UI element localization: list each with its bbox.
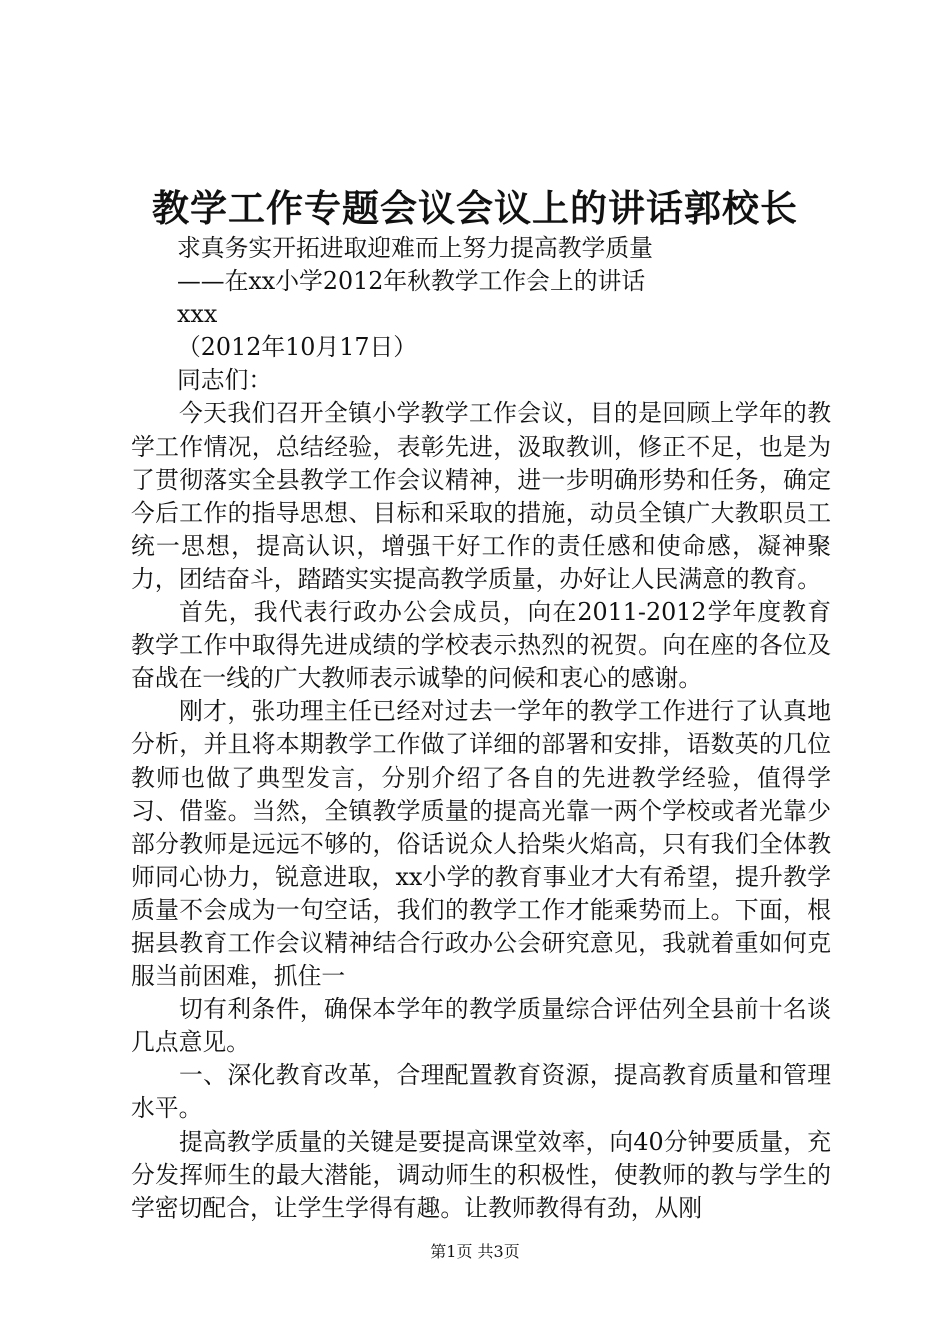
date: （2012年10月17日）	[177, 333, 418, 362]
salutation: 同志们：	[177, 366, 273, 395]
paragraph: 首先，我代表行政办公会成员，向在2011-2012学年度教育教学工作中取得先进成绩的学校表示热烈的祝贺。向在座的各位及奋战在一线的广大教师表示诚挚的问候和衷心的感谢。	[131, 598, 831, 693]
paragraph: 刚才，张功理主任已经对过去一学年的教学工作进行了认真地分析，并且将本期教学工作做了详细的部署和安排，语数英的几位教师也做了典型发言，分别介绍了各自的先进教学经验，值得学习、借鉴。当然，全镇教学质量的提高光靠一两个学校或者光靠少部分教师是远远不够的，俗话说众人拾柴火焰高，只有我们全体教师同心协力，锐意进取，xx小学的教育事业才大有希望，提升教学质量不会成为一句空话，我们的教学工作才能乘势而上。下面，根据县教育工作会议精神结合行政办公会研究意见，我就着重如何克服当前困难，抓住一	[131, 697, 831, 991]
document-body	[131, 232, 831, 1225]
page-footer: 第1页 共3页	[430, 1242, 520, 1261]
paragraph: 切有利条件，确保本学年的教学质量综合评估列全县前十名谈几点意见。	[131, 995, 831, 1057]
section-heading: 一、深化教育改革，合理配置教育资源，提高教育质量和管理水平。	[131, 1061, 831, 1123]
paragraph: 今天我们召开全镇小学教学工作会议，目的是回顾上学年的教学工作情况，总结经验，表彰先进，汲取教训，修正不足，也是为了贯彻落实全县教学工作会议精神，进一步明确形势和任务，确定今后工作的指导思想、目标和采取的措施，动员全镇广大教职员工统一思想，提高认识，增强干好工作的责任感和使命感，凝神聚力，团结奋斗，踏踏实实提高教学质量，办好让人民满意的教育。	[131, 399, 831, 593]
document-title: 教学工作专题会议会议上的讲话郭校长	[152, 186, 798, 230]
subtitle-line-2: ——在xx小学2012年秋教学工作会上的讲话	[177, 267, 646, 296]
author: xxx	[177, 300, 218, 329]
paragraph: 提高教学质量的关键是要提高课堂效率，向40分钟要质量，充分发挥师生的最大潜能，调动师生的积极性，使教师的教与学生的学密切配合，让学生学得有趣。让教师教得有劲，从刚	[131, 1127, 831, 1222]
subtitle: 求真务实开拓进取迎难而上努力提高教学质量	[177, 234, 653, 262]
